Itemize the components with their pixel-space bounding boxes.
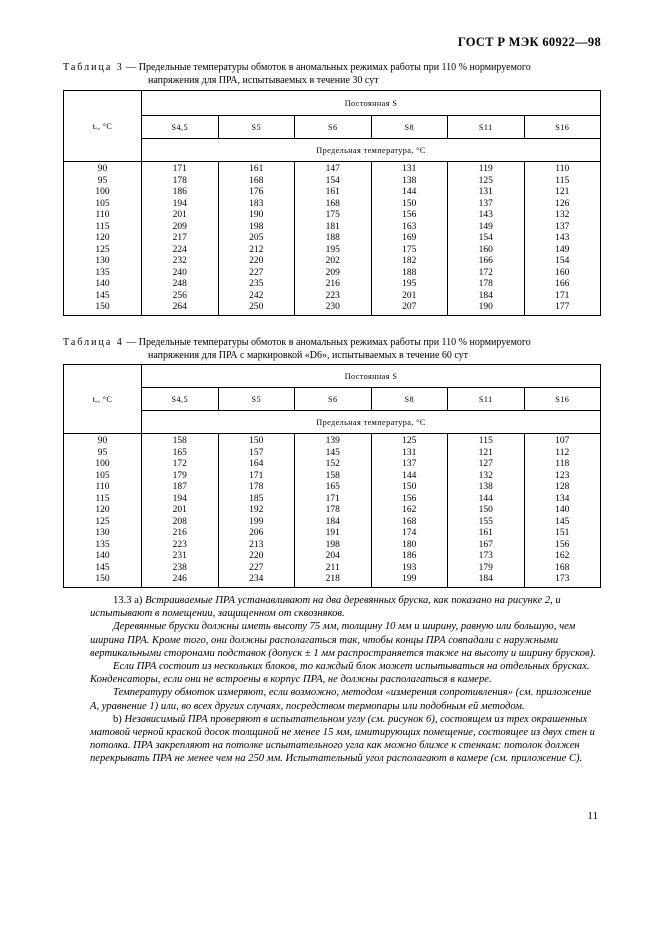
table-cell: 144 [402, 187, 417, 197]
table4-column [524, 434, 601, 588]
table-cell: 156 [402, 210, 417, 220]
table-cell: 128 [555, 482, 570, 492]
table-cell: 150 [478, 505, 493, 515]
table-cell: 118 [555, 459, 570, 469]
table-cell: 178 [325, 505, 340, 515]
table-cell: 184 [325, 516, 340, 527]
table-cell: 110 [95, 210, 110, 220]
table-cell: 230 [325, 302, 340, 312]
table4-column [142, 434, 219, 588]
table3-column [524, 162, 601, 316]
table-cell: 181 [325, 221, 340, 232]
table3-constant-s-header: Постоянная S [142, 91, 601, 116]
table-cell: 224 [172, 244, 187, 255]
table-cell: 195 [325, 244, 340, 255]
table-cell: 227 [249, 562, 264, 573]
table-cell: 204 [325, 551, 340, 561]
table-cell: 156 [555, 539, 570, 550]
table-cell: 212 [249, 244, 264, 255]
document-header: ГОСТ Р МЭК 60922—98 [457, 35, 601, 49]
table-cell: 216 [325, 279, 340, 289]
table-cell: 154 [478, 233, 493, 243]
table-cell: 125 [95, 244, 110, 255]
table-cell: 172 [172, 459, 187, 469]
table-cell: 145 [95, 562, 110, 573]
table-cell: 206 [249, 528, 264, 538]
table-cell: 201 [172, 210, 187, 220]
table-cell: 145 [95, 290, 110, 301]
table-cell: 152 [325, 459, 340, 469]
table-cell: 151 [555, 528, 570, 538]
table-cell: 192 [249, 505, 264, 515]
table4 [63, 364, 601, 588]
table-cell: 172 [478, 267, 493, 278]
table-cell: 132 [478, 470, 493, 481]
clause-number: 13.3 а) [113, 595, 146, 606]
table4-s-header: S6 [295, 388, 372, 411]
table-cell: 90 [97, 436, 108, 446]
table-cell: 238 [172, 562, 187, 573]
table-cell: 179 [478, 562, 493, 573]
table4-column [295, 434, 372, 588]
table4-tw-column [64, 434, 142, 588]
table-cell: 154 [325, 175, 340, 186]
table-cell: 125 [95, 516, 110, 527]
clause-number: b) [113, 713, 125, 725]
table-cell: 150 [95, 574, 110, 584]
table-cell: 199 [249, 516, 264, 527]
table-cell: 169 [402, 233, 417, 243]
table4-s-header: S8 [371, 388, 448, 411]
table-cell: 199 [402, 574, 417, 584]
table-cell: 150 [249, 436, 264, 446]
table3-s-header: S16 [524, 116, 601, 139]
table-cell: 156 [402, 493, 417, 504]
table-cell: 115 [555, 175, 570, 186]
table-cell: 115 [95, 221, 110, 232]
table-cell: 143 [478, 210, 493, 220]
table-cell: 150 [95, 302, 110, 312]
table-cell: 147 [325, 164, 340, 174]
table-cell: 115 [478, 436, 493, 446]
table3-s-header: S4,5 [142, 116, 219, 139]
table-cell: 191 [325, 528, 340, 538]
table-cell: 168 [402, 516, 417, 527]
table-cell: 175 [325, 210, 340, 220]
table3-s-header: S5 [218, 116, 295, 139]
table4-column [448, 434, 525, 588]
table-cell: 121 [478, 447, 493, 458]
table-cell: 140 [95, 551, 110, 561]
table-cell: 163 [402, 221, 417, 232]
table-cell: 186 [172, 187, 187, 197]
table-cell: 110 [95, 482, 110, 492]
table-cell: 183 [249, 198, 264, 209]
table-cell: 185 [249, 493, 264, 504]
table3-column [142, 162, 219, 316]
table-cell: 137 [555, 221, 570, 232]
table-cell: 132 [555, 210, 570, 220]
table-cell: 119 [478, 164, 493, 174]
table-cell: 161 [249, 164, 264, 174]
table3-column [448, 162, 525, 316]
table-cell: 176 [249, 187, 264, 197]
table-cell: 193 [402, 562, 417, 573]
table-cell: 137 [478, 198, 493, 209]
table-cell: 120 [95, 505, 110, 515]
table4-s-header: S11 [448, 388, 525, 411]
table-cell: 112 [555, 447, 570, 458]
table-cell: 105 [95, 470, 110, 481]
table-cell: 175 [402, 244, 417, 255]
table-cell: 155 [478, 516, 493, 527]
table-cell: 125 [402, 436, 417, 446]
table-cell: 130 [95, 528, 110, 538]
table-cell: 174 [402, 528, 417, 538]
table-cell: 202 [325, 256, 340, 266]
paragraph [90, 594, 600, 620]
table3 [63, 90, 601, 316]
table-cell: 223 [172, 539, 187, 550]
table-cell: 168 [325, 198, 340, 209]
table-cell: 208 [172, 516, 187, 527]
table-cell: 161 [325, 187, 340, 197]
table-cell: 131 [478, 187, 493, 197]
table4-tw-header: tₑ, °C [64, 365, 142, 434]
table-cell: 140 [95, 279, 110, 289]
table3-tw-column [64, 162, 142, 316]
table-cell: 168 [249, 175, 264, 186]
table-cell: 209 [325, 267, 340, 278]
table3-s-header: S6 [295, 116, 372, 139]
table-cell: 115 [95, 493, 110, 504]
table-cell: 135 [95, 267, 110, 278]
table3-title-line1: — Предельные температуры обмоток в аномальных режимах работы при 110 % нормируемого [123, 62, 531, 73]
table3-column [218, 162, 295, 316]
table-cell: 207 [402, 302, 417, 312]
table3-s-header: S8 [371, 116, 448, 139]
table-cell: 120 [95, 233, 110, 243]
table-cell: 195 [402, 279, 417, 289]
table-cell: 188 [402, 267, 417, 278]
table-cell: 205 [249, 233, 264, 243]
table-cell: 240 [172, 267, 187, 278]
table-cell: 220 [249, 256, 264, 266]
table-cell: 194 [172, 493, 187, 504]
paragraph-text: Независимый ПРА проверяют в испытательном углу (см. рисунок 6), состоящем из трех окрашенных матовой черной краской досок толщиной не менее 15 мм, имитирующих помещение, состоящее из двух стен и потолка. ПРА закрепляют на потолке испытательного угла как можно ближе к стенкам: потолок должен перекрывать ПРА не менее чем на 250 мм. Испытательный угол располагают в камере (см. приложение С). [90, 713, 595, 765]
table-cell: 145 [555, 516, 570, 527]
table4-column [371, 434, 448, 588]
table3-label: Таблица 3 [63, 62, 124, 73]
table-cell: 154 [555, 256, 570, 266]
table-cell: 166 [555, 279, 570, 289]
table-cell: 242 [249, 290, 264, 301]
table-cell: 150 [402, 482, 417, 492]
table3-limit-header: Предельная температура, °C [142, 139, 601, 162]
table-cell: 158 [172, 436, 187, 446]
paragraph: Температуру обмоток измеряют, если возможно, методом «измерения сопротивления» (см. приложение А, уравнение 1) или, во всех других случаях, посредством термопары или подобным ей методом. [90, 687, 592, 712]
table-cell: 149 [555, 244, 570, 255]
table-cell: 178 [172, 175, 187, 186]
table-cell: 126 [555, 198, 570, 209]
table3-column [371, 162, 448, 316]
table-cell: 178 [478, 279, 493, 289]
table-cell: 194 [172, 198, 187, 209]
table-cell: 250 [249, 302, 264, 312]
table-cell: 161 [478, 528, 493, 538]
table-cell: 167 [478, 539, 493, 550]
table-cell: 171 [555, 290, 570, 301]
table-cell: 131 [402, 164, 417, 174]
paragraph: Если ПРА состоит из нескольких блоков, то каждый блок может испытываться на отдельных брусках. Конденсаторы, если они не встроены в корпус ПРА, не должны располагаться в камере. [90, 661, 590, 686]
table-cell: 134 [555, 493, 570, 504]
table-cell: 164 [249, 459, 264, 469]
table-cell: 125 [478, 175, 493, 186]
table-cell: 235 [249, 279, 264, 289]
table4-column [218, 434, 295, 588]
table-cell: 190 [478, 302, 493, 312]
table4-s-header: S16 [524, 388, 601, 411]
table4-caption [63, 337, 603, 362]
table-cell: 217 [172, 233, 187, 243]
table-cell: 121 [555, 187, 570, 197]
table-cell: 187 [172, 482, 187, 492]
table-cell: 248 [172, 279, 187, 289]
table-cell: 179 [172, 470, 187, 481]
table4-constant-s-header: Постоянная S [142, 365, 601, 388]
table-cell: 143 [555, 233, 570, 243]
table4-label: Таблица 4 [63, 337, 124, 348]
body-text [90, 594, 600, 766]
table-cell: 209 [172, 221, 187, 232]
table-cell: 184 [478, 290, 493, 301]
table-cell: 173 [478, 551, 493, 561]
table-cell: 127 [478, 459, 493, 469]
table3-tw-header: tₑ, °C [64, 91, 142, 162]
table-cell: 201 [402, 290, 417, 301]
table-cell: 165 [172, 447, 187, 458]
table-cell: 198 [249, 221, 264, 232]
table-cell: 177 [555, 302, 570, 312]
table3-column [295, 162, 372, 316]
table-cell: 162 [402, 505, 417, 515]
table-cell: 100 [95, 459, 110, 469]
table-cell: 182 [402, 256, 417, 266]
table-cell: 162 [555, 551, 570, 561]
table-cell: 107 [555, 436, 570, 446]
table-cell: 139 [325, 436, 340, 446]
table-cell: 160 [478, 244, 493, 255]
table-cell: 105 [95, 198, 110, 209]
page-number: 11 [587, 810, 598, 822]
table-cell: 165 [325, 482, 340, 492]
table-cell: 135 [95, 539, 110, 550]
table-cell: 190 [249, 210, 264, 220]
table4-title-line1: — Предельные температуры обмоток в аномальных режимах работы при 110 % нормируемого [123, 337, 531, 348]
table-cell: 227 [249, 267, 264, 278]
paragraph [90, 713, 600, 766]
table-cell: 171 [172, 164, 187, 174]
table-cell: 140 [555, 505, 570, 515]
table-cell: 95 [97, 447, 108, 458]
table-cell: 166 [478, 256, 493, 266]
table-cell: 184 [478, 574, 493, 584]
table-cell: 160 [555, 267, 570, 278]
table3-caption [63, 62, 603, 87]
table-cell: 246 [172, 574, 187, 584]
table-cell: 95 [97, 175, 108, 186]
table-cell: 231 [172, 551, 187, 561]
table-cell: 138 [402, 175, 417, 186]
table-cell: 123 [555, 470, 570, 481]
table-cell: 178 [249, 482, 264, 492]
table-cell: 264 [172, 302, 187, 312]
table-cell: 138 [478, 482, 493, 492]
table-cell: 110 [555, 164, 570, 174]
table-cell: 211 [325, 562, 340, 573]
table-cell: 171 [249, 470, 264, 481]
table-cell: 171 [325, 493, 340, 504]
table4-title-line2: напряжения для ПРА с маркировкой «D6», испытываемых в течение 60 сут [148, 349, 469, 361]
table-cell: 144 [402, 470, 417, 481]
table-cell: 218 [325, 574, 340, 584]
table-cell: 157 [249, 447, 264, 458]
table-cell: 130 [95, 256, 110, 266]
table-cell: 256 [172, 290, 187, 301]
table-cell: 223 [325, 290, 340, 301]
table-cell: 201 [172, 505, 187, 515]
table4-s-header: S5 [218, 388, 295, 411]
table-cell: 234 [249, 574, 264, 584]
paragraph: Деревянные бруски должны иметь высоту 75 мм, толщину 10 мм и ширину, равную или большую, чем ширина ПРА. Кроме того, они должны располагаться так, чтобы концы ПРА совпадали с наружными вертикальными сторонами подставок (допуск ± 1 мм распространяется также на высоту и ширину брусков). [90, 621, 596, 659]
table4-s-header: S4,5 [142, 388, 219, 411]
table3-s-header: S11 [448, 116, 525, 139]
table-cell: 158 [325, 470, 340, 481]
table-cell: 144 [478, 493, 493, 504]
paragraph-text: Встраиваемые ПРА устанавливают на два деревянных бруска, как показано на рисунке 2, и испытывают в помещении, защищенном от сквозняков. [90, 595, 561, 620]
table-cell: 150 [402, 198, 417, 209]
table-cell: 100 [95, 187, 110, 197]
table-cell: 180 [402, 539, 417, 550]
table-cell: 198 [325, 539, 340, 550]
table-cell: 213 [249, 539, 264, 550]
table-cell: 232 [172, 256, 187, 266]
table-cell: 216 [172, 528, 187, 538]
table-cell: 131 [402, 447, 417, 458]
table3-title-line2: напряжения для ПРА, испытываемых в течение 30 сут [148, 74, 379, 86]
table4-limit-header: Предельная температура, °C [142, 411, 601, 434]
table-cell: 145 [325, 447, 340, 458]
table-cell: 188 [325, 233, 340, 243]
table-cell: 220 [249, 551, 264, 561]
table-cell: 137 [402, 459, 417, 469]
table-cell: 173 [555, 574, 570, 584]
table-cell: 149 [478, 221, 493, 232]
table-cell: 186 [402, 551, 417, 561]
table-cell: 168 [555, 562, 570, 573]
table-cell: 90 [97, 164, 108, 174]
